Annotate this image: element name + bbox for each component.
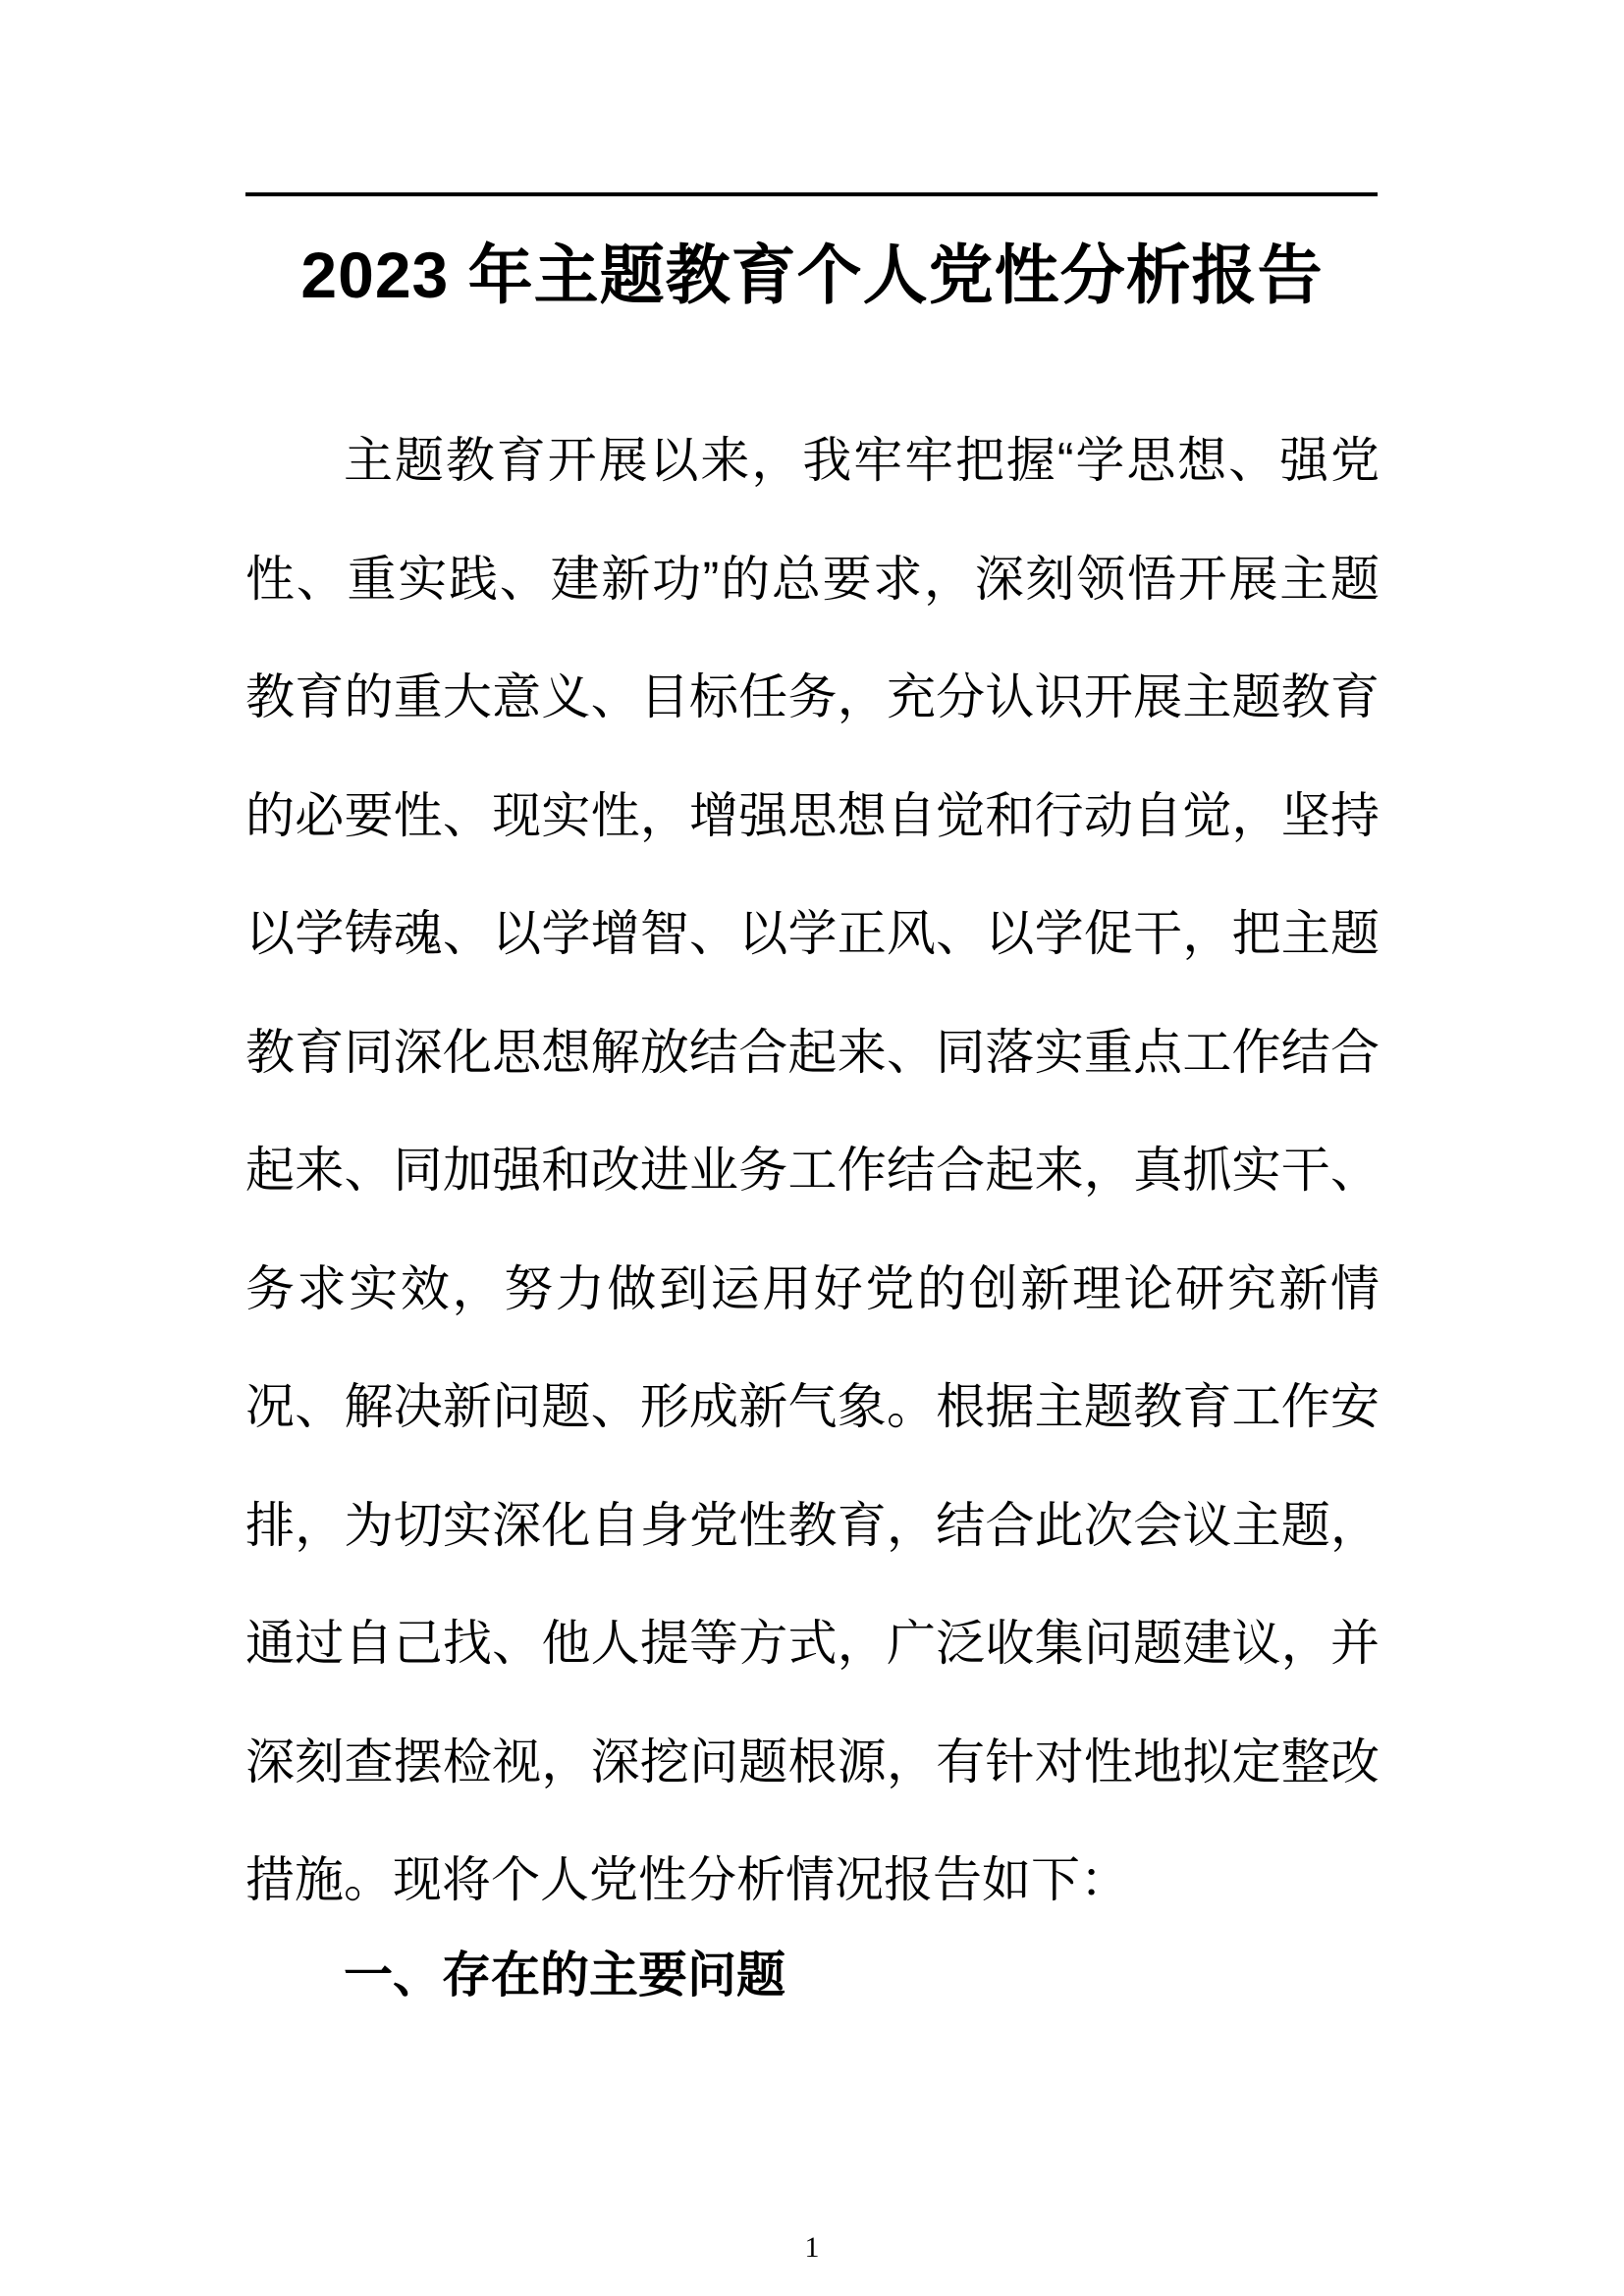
body-paragraph: [245, 401, 1380, 1940]
paragraph-line: 性、重实践、建新功”的总要求，深刻领悟开展主题: [245, 551, 1380, 607]
paragraph-line: 通过自己找、他人提等方式，广泛收集问题建议，并: [245, 1616, 1380, 1671]
section-heading: 一、存在的主要问题: [344, 1948, 785, 2002]
paragraph-line: 措施。现将个人党性分析情况报告如下：: [245, 1852, 1129, 1907]
paragraph-line: 起来、同加强和改进业务工作结合起来，真抓实干、: [245, 1143, 1380, 1198]
paragraph-line: 主题教育开展以来，我牢牢把握“学思想、强党: [344, 433, 1380, 488]
paragraph-line: 排，为切实深化自身党性教育，结合此次会议主题，: [245, 1497, 1380, 1553]
header-rule: [245, 192, 1378, 196]
paragraph-line: 教育同深化思想解放结合起来、同落实重点工作结合: [245, 1024, 1380, 1080]
paragraph-line: 以学铸魂、以学增智、以学正风、以学促干，把主题: [245, 906, 1380, 961]
paragraph-line: 教育的重大意义、目标任务，充分认识开展主题教育: [245, 669, 1380, 724]
page-number: 1: [804, 2231, 820, 2264]
paragraph-line: 务求实效，努力做到运用好党的创新理论研究新情: [245, 1260, 1380, 1316]
paragraph-line: 况、解决新问题、形成新气象。根据主题教育工作安: [245, 1379, 1380, 1434]
page-title: 2023 年主题教育个人党性分析报告: [300, 239, 1324, 311]
paragraph-line: 的必要性、现实性，增强思想自觉和行动自觉，坚持: [245, 787, 1380, 843]
paragraph-line: 深刻查摆检视，深挖问题根源，有针对性地拟定整改: [245, 1734, 1380, 1789]
